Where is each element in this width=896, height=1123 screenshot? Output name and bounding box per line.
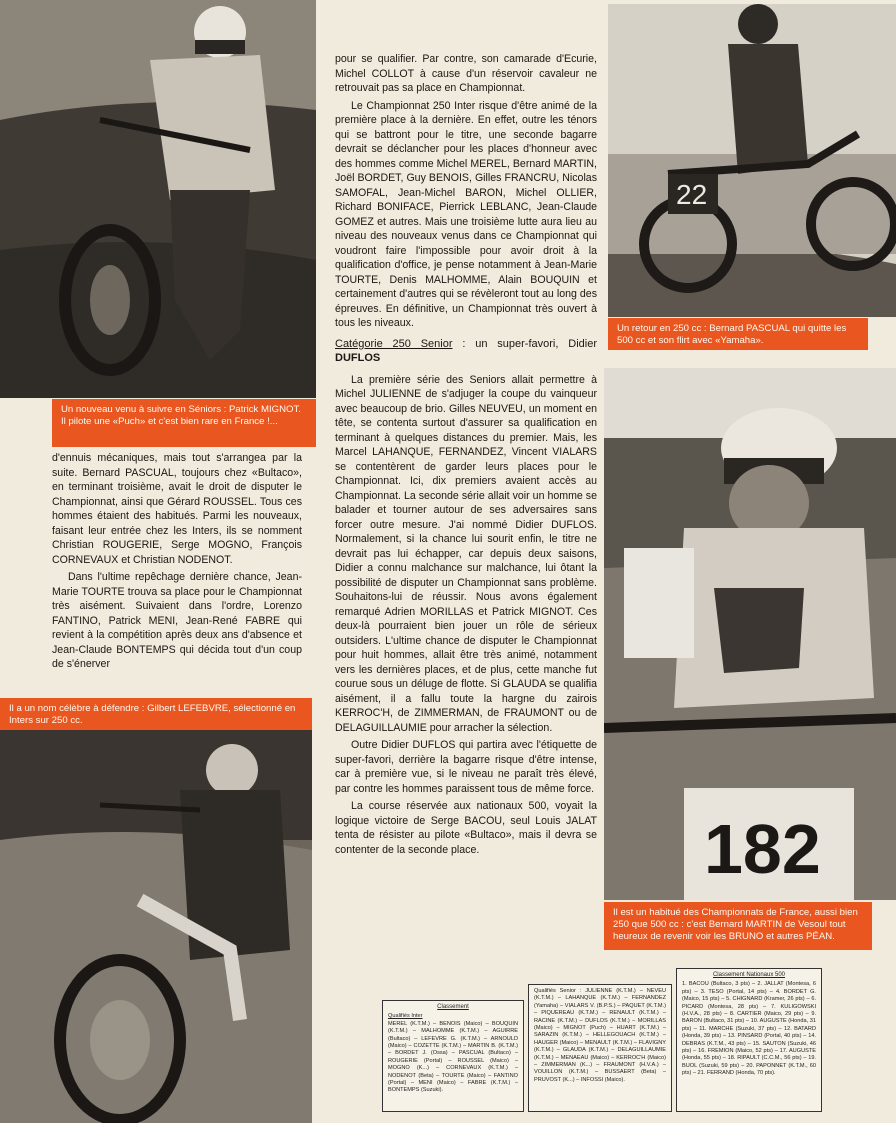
left-paragraph: d'ennuis mécaniques, mais tout s'arrangea par la suite. Bernard PASCUAL, toujours chez «Bultaco», en terminant troisième, avait le droit de disputer le Championnat, ainsi que Gérard ROUSSEL. Tous ces hommes étaient des habitués. Parmi les nouveaux, faisant leur entrée chez les Inters, ils se nomment Christian ROUGERIE, Serge MOGNO, François CORNEVAUX et Christian NODENOT. xyxy=(52,452,302,566)
caption-lefebvre: Il a un nom célèbre à défendre : Gilbert LEFEBVRE, sélectionné en Inters sur 250 cc. xyxy=(0,698,312,730)
pascual-bike-number: 22 xyxy=(676,179,708,210)
photo-pascual xyxy=(608,4,896,317)
section-heading xyxy=(335,337,597,365)
middle-column xyxy=(335,52,597,860)
senior-box-text: Qualifiés Senior : JULIENNE (K.T.M.) – NEVEU (K.T.M.) – LAHANQUE (K.T.M.) – FERNANDEZ (Yamaha) – VIALARS V. (B.P.S.) – PAQUET (K.T.M.) – PIQUEREAU (K.T.M.) – RENAULT (K.T.M.) – RACINE (K.T.M.) – DUFLOS (K.T.M.) – MORILLAS (Maico) – MIGNOT (Puch) – HUART (K.T.M.) – SARAZIN (K.T.M.) – HELLEGOUACH (K.T.M.) – HAUGER (Maico) – MENAULT (K.T.M.) – FLAVIGNY (K.T.M.) – GLAUDA (K.T.M.) – DELAGUILLAUMIE (K.T.M.) – MENAEAU (Maico) – KERROC'H (Maico) – ZIMMERMAN (K...) – FRAUMONT (H.V.A.) – VOUILLON (K.T.M.) – BUSSAERT (Beta) – PRUVOST (K...) – INFOSSI (Maico). xyxy=(534,988,666,1083)
senior-paragraph: La première série des Seniors allait permettre à Michel JULIENNE de s'adjuger la coupe du vainqueur avec beaucoup de brio. Gilles NEUVEU, un moment en tête, se contenta surtout d'assurer sa qualification en terminant à quelques distances du premier. Mais, les Marcel LAHANQUE, FERNANDEZ, Vincent VIALARS se contentèrent de garder leurs places pour le Championnat. Ici, dix premiers avaient accès au Championnat. La seconde série allait voir un homme se balader et tourner autour de ses adversaires sans forcer outre mesure. J'ai nommé Didier DUFLOS. Normalement, si la chance lui sourit enfin, le titre ne devrait pas lui échapper, car depuis deux saisons, Didier a connu malchance sur malchance, lui ôtant la possibilité de disputer un Championnat sans problème. Souhaitons-lui de réussir. Nous avons également remarqué Adrien MORILLAS et Patrick MIGNOT. Ces deux-là pourraient bien jouer un rôle de sérieux outsiders. L'ultime chance de disputer le Championnat pour huit hommes, allait être très animé, notamment vers les dernières places, et de plus, cette manche fut courue sous un déluge de flotte. Si GLAUDA se qualifia aisément, il a fallu toute la hargne du zairois KERROC'H, de ZIMMERMAN, de FRAUMONT ou de DELAGUILLAUMIE pour arracher la sélection. xyxy=(335,373,597,734)
middle-paragraph: pour se qualifier. Par contre, son camarade d'Ecurie, Michel COLLOT à cause d'un réservoir cavaleur ne retrouvait pas sa place en Championnat. xyxy=(335,53,597,94)
photo-mignot xyxy=(0,0,316,398)
classement-box xyxy=(382,1000,524,1112)
classement-title: Classement xyxy=(437,1004,469,1010)
nationaux-title: Classement Nationaux 500 xyxy=(712,972,786,978)
caption-martin: Il est un habitué des Championnats de France, aussi bien 250 que 500 cc : c'est Bernard MARTIN de Vesoul tout heureux de revenir voir les BRUNO et autres PÉAN. xyxy=(604,902,872,950)
nationaux-box xyxy=(676,968,822,1112)
senior-box xyxy=(528,984,672,1112)
caption-pascual: Un retour en 250 cc : Bernard PASCUAL qui quitte les 500 cc et son flirt avec «Yamaha». xyxy=(608,318,868,350)
senior-paragraph: Outre Didier DUFLOS qui partira avec l'étiquette de super-favori, derrière la bagarre risque d'être intense, car à première vue, si le niveau ne paraît très élevé, par contre les hommes paraissent tous de même force. xyxy=(335,739,597,795)
left-column xyxy=(52,451,302,675)
section-heading-label: Catégorie 250 Senior xyxy=(335,337,453,350)
left-paragraph: Dans l'ultime repêchage dernière chance, Jean-Marie TOURTE trouva sa place pour le Championnat très aisément. Suivaient dans l'ordre, Lorenzo FANTINO, Patrick MENI, Jean-René FABRE qui revient à la compétition après deux ans d'absence et Jean-Claude BONTEMPS qui décida tout d'un coup de s'énerver xyxy=(52,571,302,670)
classement-subtitle: Qualifiés Inter xyxy=(388,1013,423,1020)
caption-mignot: Un nouveau venu à suivre en Séniors : Patrick MIGNOT. Il pilote une «Puch» et c'est bien rare en France !... xyxy=(52,399,316,447)
martin-bike-number: 182 xyxy=(704,810,821,888)
photo-lefebvre xyxy=(0,730,312,1123)
middle-paragraph: Le Championnat 250 Inter risque d'être animé de la première place à la dernière. En effet, outre les ténors qui se battront pour le titre, une seconde bagarre devrait se déclancher pour les places d'honneur avec des hommes comme Michel MEREL, Bernard MARTIN, Joël BORDET, Guy BENOIS, Gilles FRANCRU, Nicolas SAMOFAL, Jean-Michel BARON, Michel OLLIER, Richard BONIFACE, Pierrick LEBLANC, Jean-Claude GOMEZ et autres. Mais une troisième lutte aura lieu au niveau des nouveaux venus dans ce Championnat qui voudront faire l'impossible pour avoir droit à la qualification d'office, je pense notamment à Jean-Marie TOURTE, Denis MALHOMME, Alain BOUQUIN et certainement d'autres qui se révèleront tout au long des épreuves. En définitive, un Championnat très ouvert à tous les niveaux. xyxy=(335,99,597,329)
photo-martin xyxy=(604,368,896,900)
nationaux-text: 1. BACOU (Bultaco, 3 pts) – 2. JALLAT (Montesa, 6 pts) – 3. TESO (Portal, 14 pts) – 4. BORDET G. (Maico, 15 pts) – 5. CHIGNARD (Kramer, 26 pts) – 6. PICARD (Montesa, 28 pts) – 7. KULIGOWSKI (H.V.A., 28 pts) – 8. CARTIER (Maico, 29 pts) – 9. BARON (Bultaco, 31 pts) – 10. AUGUSTE (Honda, 31 pts) – 11. MARCHE (Suzuki, 37 pts) – 12. BATARD (Honda, 39 pts) – 13. PINSARD (Portal, 40 pts) – 14. DEBRAS (K.T.M., 43 pts) – 15. SAUTON (Suzuki, 46 pts) – 16. FREMION (Maico, 52 pts) – 17. AUGUSTE (Honda, 55 pts) – 18. RIPAULT (C.C.M., 56 pts) – 19. BUOL (Suzuki, 59 pts) – 20. PAPONNET (K.T.M., 60 pts) – 21. FERRAND (Honda, 70 pts). xyxy=(682,981,816,1077)
senior-paragraph: La course réservée aux nationaux 500, voyait la logique victoire de Serge BACOU, seul Louis JALAT tenta de résister au pilote «Bultaco», mais il devra se contenter de la seconde place. xyxy=(335,800,597,856)
section-heading-sep: : un super-favori, Didier xyxy=(452,337,597,350)
section-heading-name: DUFLOS xyxy=(335,351,381,364)
classement-text: MEREL (K.T.M.) – BENOIS (Maico) – BOUQUIN (K.T.M.) – MALHOMME (K.T.M.) – AGUIRRE (Bultaco) – LEFEVRE G. (K.T.M.) – ARNOULD (Maico) – COZETTE (K.T.M.) – MARTIN B. (K.T.M.) – BORDET J. (Ossa) – PASCUAL (Bultaco) – ROUGERIE (Portal) – ROUSSEL (Maico) – MOGNO (K...) – CORNEVAUX (K.T.M.) – NODENOT (Beta) – TOURTE (Maico) – FANTINO (Portal) – MENI (Maico) – FABRE (K.T.M.) – BONTEMPS (Suzuki). xyxy=(388,1020,518,1094)
